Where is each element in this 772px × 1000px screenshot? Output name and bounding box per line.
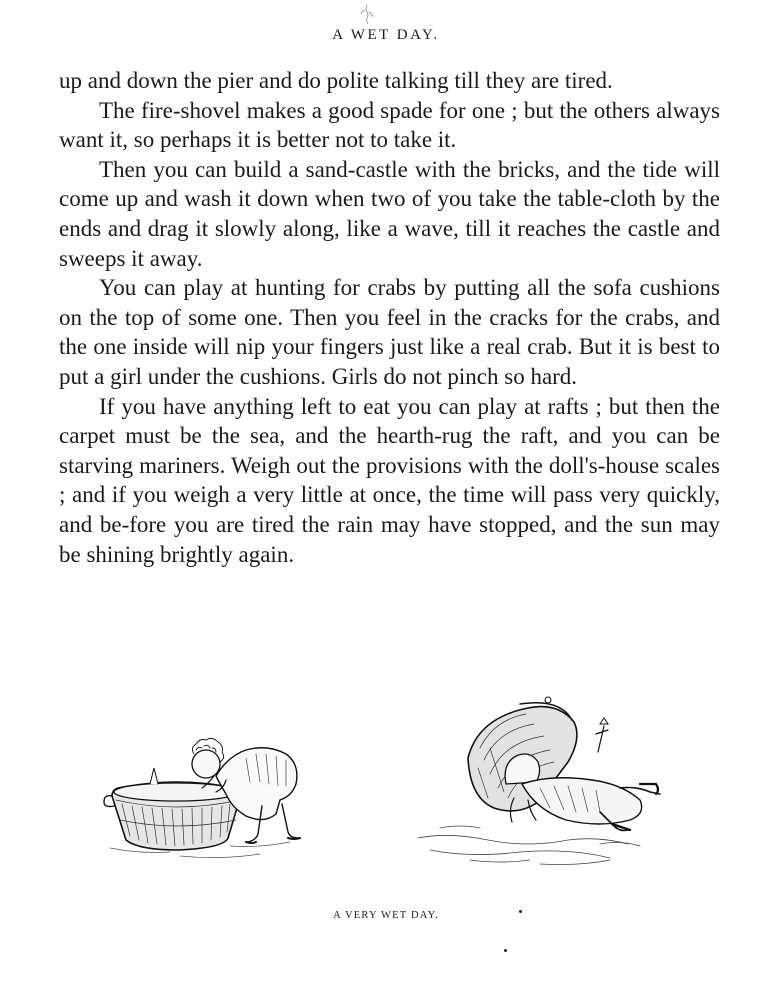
paragraph-crabs: You can play at hunting for crabs by putting all the sofa cushions on the top of some one. Then you feel in the cracks for the crabs, and the one inside will nip your fingers just like a real crab. But it is best to put a girl under the cushions. Girls do not pinch so hard. <box>59 275 720 389</box>
paragraph-fire-shovel: The fire-shovel makes a good spade for one ; but the others always want it, so perhaps it is better not to take it. <box>59 97 720 153</box>
illustration-fallen-scene <box>418 697 660 865</box>
print-speck <box>519 910 522 913</box>
paragraph-continued: up and down the pier and do polite talking till they are tired. <box>59 68 613 93</box>
paragraph-rafts: If you have anything left to eat you can play at rafts ; but then the carpet must be the sea, and the hearth-rug the raft, and you can be starving mariners. Weigh out the provisions with the doll's-house scales ; and if you weigh a very little at once, the time will pass very quickly, and be-fore you are tired the rain may have stopped, and the sun may be shining brightly again. <box>59 393 720 567</box>
paragraph-sand-castle: Then you can build a sand-castle with the bricks, and the tide will come up and wash it down when two of you take the table-cloth by the ends and drag it slowly along, like a wave, till it reaches the castle and sweeps it away. <box>59 156 720 271</box>
illustration-washtub-scene <box>104 738 300 857</box>
running-head: A WET DAY. <box>332 27 440 43</box>
illustration-caption: A VERY WET DAY. <box>333 910 439 921</box>
ornament-mark <box>352 2 382 28</box>
illustration <box>0 688 772 893</box>
print-speck <box>504 949 507 952</box>
body-text <box>59 66 720 569</box>
